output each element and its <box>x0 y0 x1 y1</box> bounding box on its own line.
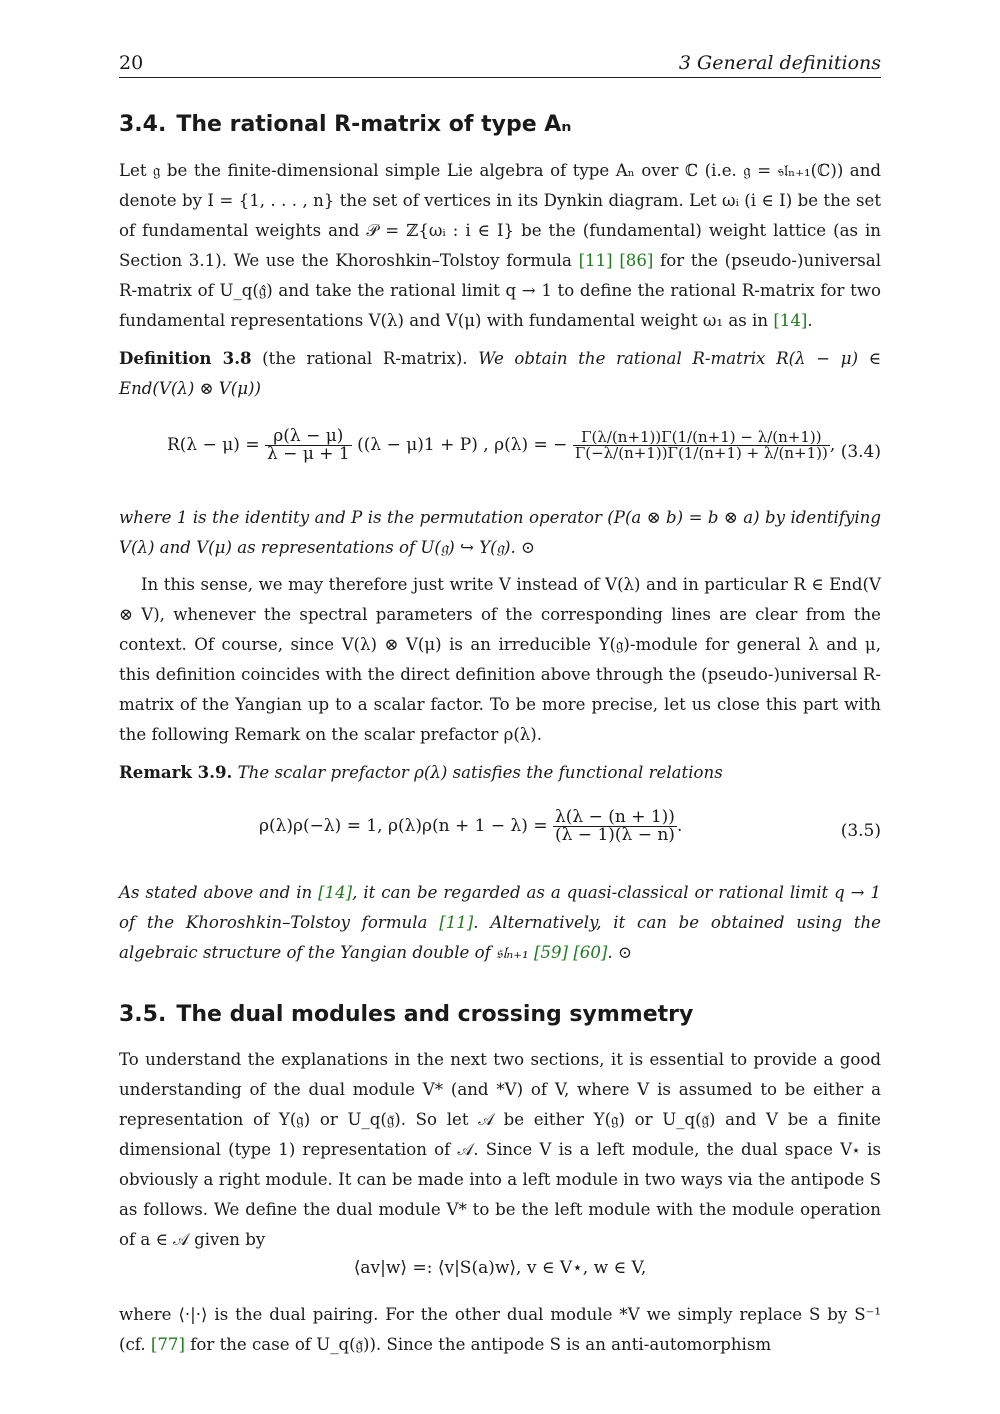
gamma-fraction: $\frac{\Gamma(\lambda/(n+1))\Gamma(1/(n+1) - \lambda/(n+1))}{\Gamma(-\lambda/(n+1))\Gamma(1/(n+1) + \lambda/(n+1))}$ <box>574 428 828 462</box>
section-heading-3-5 <box>119 1002 693 1027</box>
citation-link[interactable]: [11] <box>578 251 613 270</box>
chapter-title: 3 General definitions <box>678 52 881 74</box>
definition-continuation: where 1 is the identity and P is the permutation operator (P(a ⊗ b) = b ⊗ a) by identifying V(λ) and V(μ) as representations of U(𝔤) ↪ Y(𝔤). ⊙ <box>119 508 881 557</box>
definition-label: Definition 3.8 <box>119 348 252 368</box>
section-heading-3-4 <box>119 112 571 137</box>
page-number: 20 <box>119 52 144 74</box>
citation-link[interactable]: [77] <box>150 1335 185 1354</box>
section-number: 3.4. <box>119 112 167 137</box>
paragraph-intro: Let 𝔤 be the finite-dimensional simple Lie algebra of type Aₙ over ℂ (i.e. 𝔤 = 𝔰𝔩ₙ₊₁(ℂ)) and denote by I = {1, . . . , n} the set of vertices in its Dynkin diagram. Let ωᵢ (i ∈ I) be the set of fundamental weights and 𝒫 = ℤ{ωᵢ : i ∈ I} be the (fundamental) weight lattice (as in Section 3.1). We use the Khoroshkin–Tolstoy formula [11] [86] for the (pseudo-)universal R-matrix of U_q(𝔤̂) and take the rational limit q → 1 to define the rational R-matrix for two fundamental representations V(λ) and V(μ) with fundamental weight ω₁ as in [14]. <box>119 161 881 330</box>
citation-link[interactable]: [14] <box>773 311 808 330</box>
section-number: 3.5. <box>119 1002 167 1027</box>
remark-label: Remark 3.9. <box>119 762 233 782</box>
citation-link[interactable]: [59] <box>533 943 569 962</box>
equation-number: (3.5) <box>840 821 881 841</box>
citation-link[interactable]: [11] <box>439 913 474 932</box>
section-title: The rational R-matrix of type Aₙ <box>176 112 572 137</box>
citation-link[interactable]: [86] <box>619 251 654 270</box>
fraction: $\frac{\rho(\lambda - \mu)}{\lambda - \mu + 1}$ <box>267 426 350 464</box>
equation-dual-pairing: ⟨av|w⟩ =: ⟨v|S(a)w⟩, v ∈ V⋆, w ∈ V, <box>353 1258 647 1278</box>
remark-3-9: Remark 3.9. The scalar prefactor ρ(λ) satisfies the functional relations <box>119 762 723 782</box>
citation-link[interactable]: [60] <box>573 943 608 962</box>
paragraph-sense: In this sense, we may therefore just write V instead of V(λ) and in particular R ∈ End(V ⊗ V), whenever the spectral parameters of the corresponding lines are clear from the context. Of course, since V(λ) ⊗ V(μ) is an irreducible Y(𝔤)-module for general λ and μ, this definition coincides with the direct definition above through the (pseudo-)universal R-matrix of the Yangian up to a scalar factor. To be more precise, let us close this part with the following Remark on the scalar prefactor ρ(λ). <box>119 575 881 744</box>
definition-3-8: Definition 3.8 (the rational R-matrix). We obtain the rational R-matrix R(λ − μ) ∈ End(V(λ) ⊗ V(μ)) <box>119 348 881 398</box>
running-header <box>119 50 881 78</box>
section-title: The dual modules and crossing symmetry <box>176 1002 694 1027</box>
paragraph-dual-pairing: where ⟨·|·⟩ is the dual pairing. For the other dual module *V we simply replace S by S⁻¹ (cf. [77] for the case of U_q(𝔤̃)). Since the antipode S is an anti-automorphism <box>119 1305 881 1354</box>
fraction: $\frac{\lambda(\lambda - (n + 1))}{(\lambda - 1)(\lambda - n)}$ <box>554 807 675 845</box>
equation-number: (3.4) <box>840 442 881 462</box>
paragraph-dual-modules: To understand the explanations in the next two sections, it is essential to provide a good understanding of the dual module V* (and *V) of V, where V is assumed to be either a representation of Y(𝔤) or U_q(𝔤̃). So let 𝒜 be either Y(𝔤) or U_q(𝔤̃) and V be a finite dimensional (type 1) representation of 𝒜. Since V is a left module, the dual space V⋆ is obviously a right module. It can be made into a left module in two ways via the antipode S as follows. We define the dual module V* to be the left module with the module operation of a ∈ 𝒜 given by <box>119 1050 881 1249</box>
citation-link[interactable]: [14] <box>318 883 353 902</box>
remark-continuation: As stated above and in [14], it can be regarded as a quasi-classical or rational limit q → 1 of the Khoroshkin–Tolstoy formula [11]. Alternatively, it can be obtained using the algebraic structure of the Yangian double of 𝔰𝔩ₙ₊₁ [59] [60]. ⊙ <box>119 883 882 962</box>
